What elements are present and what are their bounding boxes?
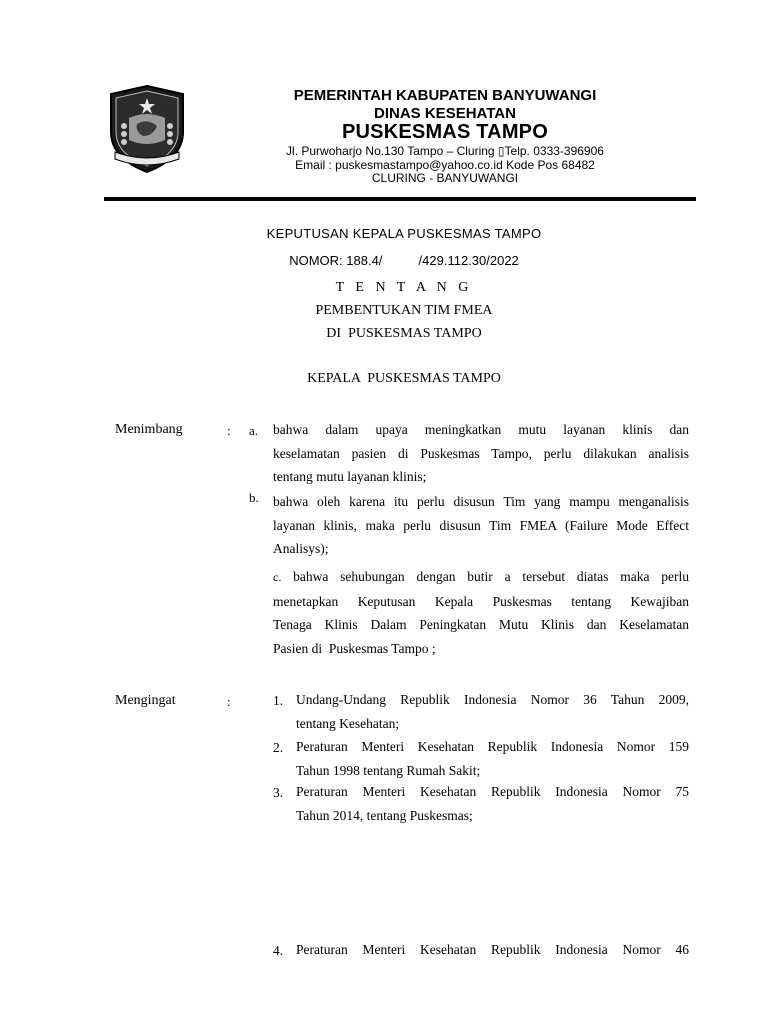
text-line: tentang mutu layanan klinis; [273,469,427,484]
text-line: Analisys); [273,541,329,556]
text-line-content: bahwa sehubungan dengan butir a tersebut diatas maka perlu [293,569,690,584]
email-line: Email : puskesmastampo@yahoo.co.id Kode Pos 68482 [295,158,595,172]
text-line: Peraturan Menteri Kesehatan Republik Indonesia Nomor 46 [296,942,689,957]
shield-emblem-icon [107,84,187,174]
text-line: bahwa dalam upaya meningkatkan mutu layanan klinis dan [273,422,689,437]
text-line: layanan klinis, maka perlu disusun Tim FMEA (Failure Mode Effect [273,517,689,533]
menimbang-colon: : [227,423,231,438]
decree-number: NOMOR: 188.4/ /429.112.30/2022 [289,253,519,268]
text-line: Undang-Undang Republik Indonesia Nomor 36 Tahun 2009, [296,692,689,707]
gov-name: PEMERINTAH KABUPATEN BANYUWANGI [293,87,597,104]
text-line: bahwa oleh karena itu perlu disusun Tim yang mampu menganalisis [273,494,689,509]
mengingat-item-3 [296,780,689,827]
department-name: DINAS KESEHATAN [374,105,516,122]
menimbang-item-c [273,565,689,660]
menimbang-item-a [273,418,689,489]
text-line: Tahun 1998 tentang Rumah Sakit; [296,762,481,778]
subject-line-2: DI PUSKESMAS TAMPO [326,326,482,341]
text-line: keselamatan pasien di Puskesmas Tampo, perlu dilakukan analisis [273,445,689,461]
about-heading: T E N T A N G [335,280,473,295]
puskesmas-name: PUSKESMAS TAMPO [342,121,548,143]
text-line [273,565,689,590]
text-line: tentang Kesehatan; [296,715,400,731]
issuer-heading: KEPALA PUSKESMAS TAMPO [307,371,501,386]
text-line: Tahun 2014, tentang Puskesmas; [296,807,473,823]
mengingat-marker-4: 4. [273,943,284,958]
mengingat-marker-3: 3. [273,785,284,800]
mengingat-marker-1: 1. [273,693,284,708]
mengingat-item-1 [296,688,689,735]
text-line: Pasien di Puskesmas Tampo ; [273,640,436,656]
menimbang-marker-c: c. [273,570,282,584]
text-line: Tenaga Klinis Dalam Peningkatan Mutu Klinis dan Keselamatan [273,617,689,632]
text-line: menetapkan Keputusan Kepala Puskesmas tentang Kewajiban [273,593,689,609]
mengingat-item-2 [296,735,689,782]
text-line: Peraturan Menteri Kesehatan Republik Indonesia Nomor 75 [296,784,689,799]
decree-title: KEPUTUSAN KEPALA PUSKESMAS TAMPO [266,226,542,241]
city-line: CLURING - BANYUWANGI [371,171,519,185]
menimbang-label: Menimbang [115,422,183,437]
menimbang-item-b [273,490,689,561]
mengingat-label: Mengingat [115,693,176,708]
subject-line-1: PEMBENTUKAN TIM FMEA [315,303,493,318]
address-line: Jl. Purwoharjo No.130 Tampo – Cluring ▯Telp. 0333-396906 [286,144,604,158]
menimbang-marker-b: b. [249,490,259,505]
mengingat-marker-2: 2. [273,740,284,755]
mengingat-item-4 [296,938,689,962]
menimbang-marker-a: a. [249,423,259,438]
text-line: Peraturan Menteri Kesehatan Republik Indonesia Nomor 159 [296,739,689,754]
regency-logo [107,84,187,174]
mengingat-colon: : [227,694,231,709]
letterhead-divider [104,197,696,201]
